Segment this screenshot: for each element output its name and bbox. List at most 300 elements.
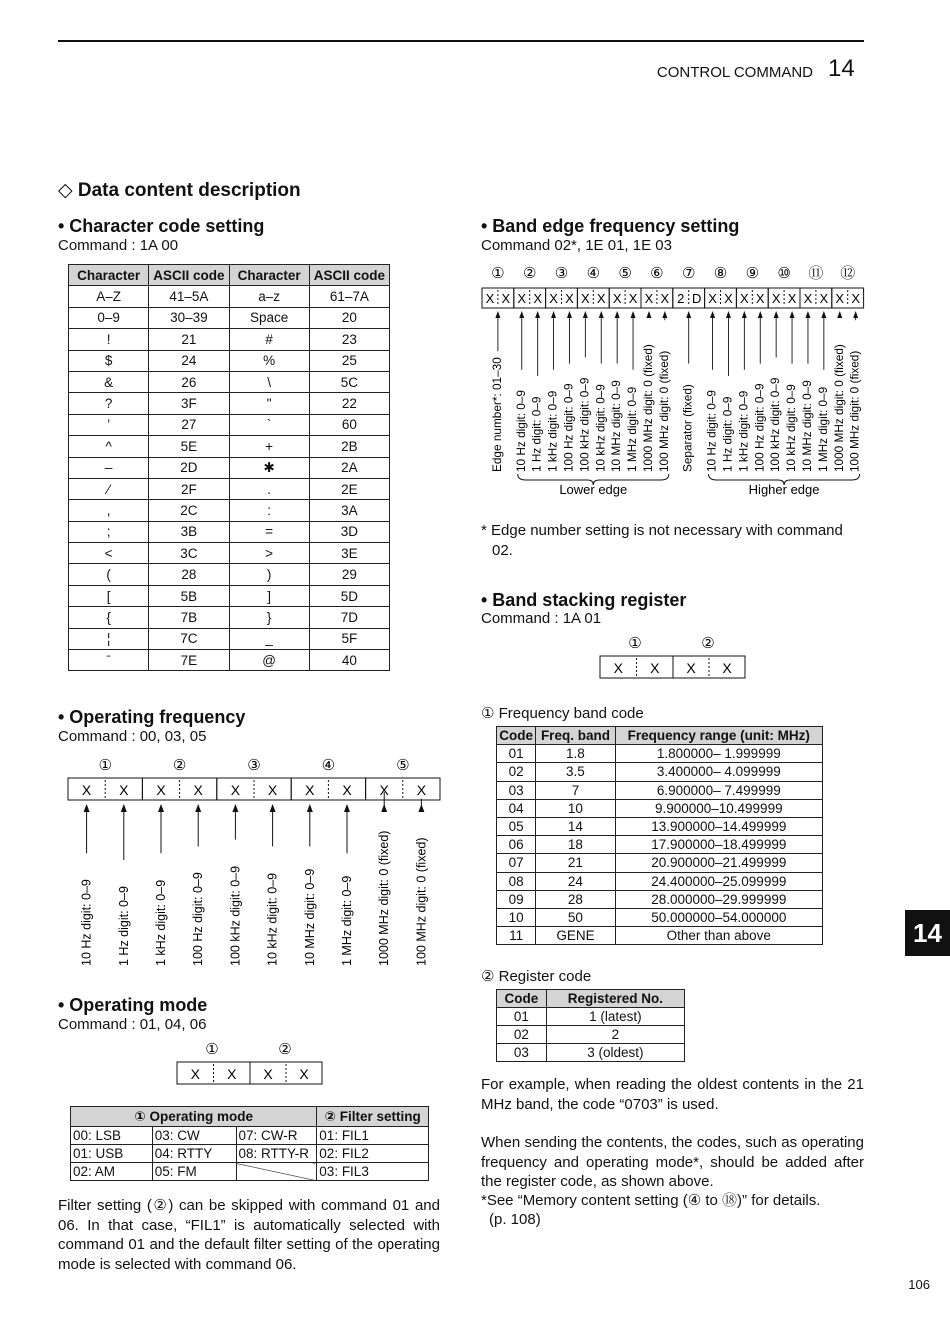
table-row xyxy=(497,854,823,872)
digit-marker: ⑨ xyxy=(745,265,760,282)
arrow-head xyxy=(121,804,127,812)
op-freq-command: Command : 00, 03, 05 xyxy=(58,728,207,745)
op-mode-note: Filter setting (②) can be skipped with command 01 and 06. In that case, “FIL1” is automatically selected with command 01 and the default filter setting of the operating mode is selected with command 06. xyxy=(58,1197,440,1273)
freq-band-table xyxy=(496,726,823,945)
table-row xyxy=(71,1163,429,1181)
cell-digit: X xyxy=(803,291,813,306)
section-title: ◇ Data content description xyxy=(58,180,301,201)
table-cell: 5D xyxy=(309,585,389,606)
table-row xyxy=(69,457,390,478)
table-cell: 3B xyxy=(149,521,229,542)
cell-digit: X xyxy=(549,291,558,306)
table-cell: 09 xyxy=(497,890,536,908)
table-cell: { xyxy=(69,607,149,628)
digit-label: 1 Hz digit: 0–9 xyxy=(720,396,735,472)
table-cell: 23 xyxy=(309,329,389,350)
table-row xyxy=(497,836,823,854)
arrow-head xyxy=(710,311,715,318)
table-cell: 24.400000–25.099999 xyxy=(615,872,822,890)
digit-label: 100 kHz digit: 0–9 xyxy=(768,377,783,472)
cell-digit: X xyxy=(565,291,574,306)
digit-marker: ① xyxy=(491,265,505,282)
table-cell: 5B xyxy=(149,585,229,606)
digit-label: 100 MHz digit: 0 (fixed) xyxy=(847,350,862,472)
table-cell: 3A xyxy=(309,500,389,521)
table-cell: 1 (latest) xyxy=(546,1008,684,1026)
table-row xyxy=(497,1008,685,1026)
table-row xyxy=(497,908,823,926)
digit-marker: ① xyxy=(205,1041,219,1058)
table-cell: 60 xyxy=(309,414,389,435)
brace-label: Lower edge xyxy=(559,482,628,497)
table-cell: 3 (oldest) xyxy=(546,1044,684,1062)
header-chapter-number: 14 xyxy=(828,55,855,82)
table-cell: 5F xyxy=(309,628,389,649)
table-cell: A–Z xyxy=(69,286,149,307)
cell-digit: X xyxy=(190,1066,200,1082)
table-cell: 08 xyxy=(497,872,536,890)
table-cell: : xyxy=(229,500,309,521)
reg-table-header: Registered No. xyxy=(546,990,684,1008)
table-row xyxy=(69,478,390,499)
table-row xyxy=(497,1026,685,1044)
page-number: 106 xyxy=(908,1277,930,1292)
table-cell: ✱ xyxy=(229,457,309,478)
digit-label: 1000 MHz digit: 0 (fixed) xyxy=(831,344,846,472)
char-code-command: Command : 1A 00 xyxy=(58,237,179,254)
digit-label: 100 Hz digit: 0–9 xyxy=(752,383,767,472)
table-row xyxy=(69,543,390,564)
table-cell: % xyxy=(229,350,309,371)
brace-label: Higher edge xyxy=(748,482,820,497)
arrow-head xyxy=(495,311,500,318)
freq-table-header: Code xyxy=(497,727,536,745)
digit-marker: ③ xyxy=(247,757,261,774)
table-cell: 3C xyxy=(149,543,229,564)
table-cell: 1.800000– 1.999999 xyxy=(615,745,822,763)
table-cell: $ xyxy=(69,350,149,371)
char-code-title: • Character code setting xyxy=(58,216,265,236)
cell-digit: X xyxy=(686,660,696,676)
table-cell: ` xyxy=(229,414,309,435)
digit-label: 10 Hz digit: 0–9 xyxy=(704,390,719,472)
table-cell: 5E xyxy=(149,436,229,457)
digit-label: 1 Hz digit: 0–9 xyxy=(529,396,544,472)
arrow-head xyxy=(631,311,636,318)
table-cell: 2A xyxy=(309,457,389,478)
table-cell: 3.400000– 4.099999 xyxy=(615,763,822,781)
char-table-header: Character xyxy=(69,265,149,286)
digit-label: 10 kHz digit: 0–9 xyxy=(593,384,608,472)
table-cell: & xyxy=(69,371,149,392)
digit-label: Separator (fixed) xyxy=(680,384,695,472)
cell-digit: X xyxy=(628,291,638,306)
band-stack-see-page: (p. 108) xyxy=(489,1211,541,1228)
table-cell: Space xyxy=(229,307,309,328)
table-row xyxy=(69,350,390,371)
table-cell: 08: RTTY-R xyxy=(236,1145,317,1163)
table-row xyxy=(497,1044,685,1062)
op-mode-command: Command : 01, 04, 06 xyxy=(58,1016,207,1033)
digit-marker: ② xyxy=(701,635,715,652)
arrow-head xyxy=(270,804,276,812)
arrow-head xyxy=(805,311,810,318)
cell-digit: X xyxy=(533,291,542,306)
digit-label: 10 kHz digit: 0–9 xyxy=(784,384,799,472)
digit-marker: ① xyxy=(98,757,112,774)
digit-marker: ① xyxy=(628,635,642,652)
table-cell: 04: RTTY xyxy=(152,1145,236,1163)
arrow-head xyxy=(158,804,164,812)
arrow-head xyxy=(837,311,842,318)
op-mode-title: • Operating mode xyxy=(58,995,208,1015)
band-stack-example: For example, when reading the oldest contents in the 21 MHz band, the code “0703” is used. xyxy=(481,1076,864,1113)
freq-band-code-label: ① Frequency band code xyxy=(481,705,644,722)
table-cell: ? xyxy=(69,393,149,414)
cell-digit: X xyxy=(581,291,590,306)
table-cell: 21 xyxy=(149,329,229,350)
cell-digit: X xyxy=(644,291,654,306)
cell-digit: X xyxy=(230,782,241,798)
op-mode-header: ① Operating mode xyxy=(71,1107,317,1127)
arrow-head xyxy=(774,311,779,318)
table-cell: 05: FM xyxy=(152,1163,236,1181)
table-cell: 9.900000–10.499999 xyxy=(615,799,822,817)
table-cell: 1.8 xyxy=(536,745,615,763)
table-cell: ; xyxy=(69,521,149,542)
cell-digit: X xyxy=(119,782,129,798)
table-cell: 20 xyxy=(309,307,389,328)
arrow-head xyxy=(307,804,313,812)
digit-label: 100 Hz digit: 0–9 xyxy=(191,872,206,966)
cell-digit: X xyxy=(299,1066,309,1082)
digit-marker: ⑧ xyxy=(713,265,728,282)
table-cell: 3D xyxy=(309,521,389,542)
table-cell: 28 xyxy=(536,890,615,908)
table-cell: 28.000000–29.999999 xyxy=(615,890,822,908)
digit-label: 10 kHz digit: 0–9 xyxy=(265,872,280,966)
digit-label: 1000 MHz digit: 0 (fixed) xyxy=(377,830,392,966)
table-cell: 61–7A xyxy=(309,286,389,307)
arrow-head xyxy=(615,311,620,318)
digit-label: 100 MHz digit: 0 (fixed) xyxy=(656,350,671,472)
table-cell: 50 xyxy=(536,908,615,926)
table-cell: 13.900000–14.499999 xyxy=(615,817,822,835)
cell-digit: X xyxy=(819,291,829,306)
table-row xyxy=(497,763,823,781)
table-row xyxy=(69,307,390,328)
char-table-header: ASCII code xyxy=(149,265,229,286)
band-stack-command: Command : 1A 01 xyxy=(481,610,602,627)
table-cell: 50.000000–54.000000 xyxy=(615,908,822,926)
digit-label: 10 Hz digit: 0–9 xyxy=(79,879,94,966)
digit-marker: ⑥ xyxy=(650,265,664,282)
band-edge-command: Command 02*, 1E 01, 1E 03 xyxy=(481,237,672,254)
op-mode-table xyxy=(70,1106,429,1181)
digit-marker: ⑤ xyxy=(396,757,410,774)
table-cell: ¦ xyxy=(69,628,149,649)
cell-digit: X xyxy=(416,782,427,798)
digit-label: 1 MHz digit: 0–9 xyxy=(340,875,354,966)
table-row xyxy=(69,329,390,350)
cell-digit: X xyxy=(724,291,733,306)
band-edge-note: * Edge number setting is not necessary with command 02. xyxy=(481,522,843,559)
arrow-head xyxy=(535,311,540,318)
table-cell: 02: FIL2 xyxy=(317,1145,429,1163)
table-cell: 0–9 xyxy=(69,307,149,328)
freq-table-header: Freq. band xyxy=(536,727,615,745)
table-cell: 00: LSB xyxy=(71,1127,153,1145)
digit-label: 100 kHz digit: 0–9 xyxy=(577,377,592,472)
table-row xyxy=(497,817,823,835)
table-row xyxy=(69,564,390,585)
table-cell: 21 xyxy=(536,854,615,872)
table-cell: 10 xyxy=(536,799,615,817)
cell-digit: X xyxy=(660,291,670,306)
table-cell: 10 xyxy=(497,908,536,926)
band-edge-diagram xyxy=(478,260,870,510)
table-row xyxy=(69,286,390,307)
digit-label: 1 Hz digit: 0–9 xyxy=(116,886,131,966)
table-cell: 14 xyxy=(536,817,615,835)
char-table-header: ASCII code xyxy=(309,265,389,286)
table-cell: _ xyxy=(229,628,309,649)
arrow-head xyxy=(821,311,826,318)
cell-digit: X xyxy=(379,782,389,798)
header-rule xyxy=(58,40,864,42)
cell-digit: X xyxy=(517,291,527,306)
op-freq-diagram xyxy=(58,752,448,972)
table-row xyxy=(497,927,823,945)
arrow-head xyxy=(583,311,588,318)
digit-marker: ⑦ xyxy=(681,265,696,282)
table-row xyxy=(69,371,390,392)
table-cell: – xyxy=(69,457,149,478)
cell-digit: X xyxy=(263,1066,273,1082)
cell-digit: X xyxy=(267,782,278,798)
table-cell: 02 xyxy=(497,763,536,781)
arrow-head xyxy=(195,804,201,812)
table-cell: 3E xyxy=(309,543,389,564)
table-cell: 7E xyxy=(149,650,229,671)
table-cell: 3.5 xyxy=(536,763,615,781)
digit-label: 100 kHz digit: 0–9 xyxy=(228,865,243,966)
register-table xyxy=(496,989,685,1062)
table-cell: ( xyxy=(69,564,149,585)
arrow-head xyxy=(519,311,524,318)
digit-marker: ⑤ xyxy=(618,265,632,282)
table-cell: 07: CW-R xyxy=(236,1127,317,1145)
table-cell: } xyxy=(229,607,309,628)
table-cell: ) xyxy=(229,564,309,585)
digit-marker: ③ xyxy=(554,265,569,282)
table-cell: . xyxy=(229,478,309,499)
cell-digit: X xyxy=(156,782,166,798)
arrow-head xyxy=(232,804,238,812)
digit-marker: ④ xyxy=(321,757,336,774)
digit-label: 10 MHz digit: 0–9 xyxy=(302,868,317,966)
table-cell: 01: FIL1 xyxy=(317,1127,429,1145)
cell-digit: X xyxy=(81,782,92,798)
arrow-head xyxy=(726,311,731,318)
digit-label: 100 MHz digit: 0 (fixed) xyxy=(414,837,429,966)
arrow-head xyxy=(646,311,651,318)
table-cell: > xyxy=(229,543,309,564)
table-cell: < xyxy=(69,543,149,564)
table-row xyxy=(69,500,390,521)
table-cell: 03: FIL3 xyxy=(317,1163,429,1181)
arrow-head xyxy=(567,311,572,318)
table-cell: 02 xyxy=(497,1026,547,1044)
table-row xyxy=(69,521,390,542)
arrow-head xyxy=(551,311,556,318)
table-cell: 2E xyxy=(309,478,389,499)
table-cell: Other than above xyxy=(615,927,822,945)
table-row xyxy=(497,890,823,908)
arrow-head xyxy=(758,311,763,318)
cell-digit: X xyxy=(851,291,860,306)
cell-digit: X xyxy=(596,291,606,306)
table-cell: 26 xyxy=(149,371,229,392)
table-cell: 18 xyxy=(536,836,615,854)
chapter-tab: 14 xyxy=(905,910,950,956)
table-cell: 02: AM xyxy=(71,1163,153,1181)
table-cell: 27 xyxy=(149,414,229,435)
arrow-head xyxy=(790,311,795,318)
op-mode-diagram xyxy=(170,1038,330,1088)
band-stack-see: *See “Memory content setting (④ to ⑱)” for details. xyxy=(481,1192,821,1209)
table-cell: 28 xyxy=(149,564,229,585)
table-row xyxy=(497,872,823,890)
table-cell: 2F xyxy=(149,478,229,499)
table-cell: 3F xyxy=(149,393,229,414)
digit-marker: ② xyxy=(278,1041,292,1058)
header-title: CONTROL COMMAND xyxy=(656,64,813,81)
table-row xyxy=(69,607,390,628)
digit-label: Edge number*: 01–30 xyxy=(489,357,504,472)
table-cell: 03 xyxy=(497,781,536,799)
cell-digit: X xyxy=(722,660,732,676)
table-cell: 03: CW xyxy=(152,1127,236,1145)
arrow-head xyxy=(686,311,691,318)
table-cell: @ xyxy=(229,650,309,671)
table-cell: 7 xyxy=(536,781,615,799)
cell-digit: X xyxy=(485,291,495,306)
table-row xyxy=(497,745,823,763)
arrow-head xyxy=(662,311,667,318)
table-cell: ! xyxy=(69,329,149,350)
digit-marker: ④ xyxy=(586,265,601,282)
table-cell: GENE xyxy=(536,927,615,945)
table-cell: 7C xyxy=(149,628,229,649)
table-cell: 03 xyxy=(497,1044,547,1062)
table-cell: 05 xyxy=(497,817,536,835)
table-cell: 7B xyxy=(149,607,229,628)
table-row xyxy=(69,414,390,435)
cell-digit: D xyxy=(691,291,702,306)
digit-marker: ② xyxy=(172,757,187,774)
table-cell: # xyxy=(229,329,309,350)
empty-cell xyxy=(236,1163,317,1181)
arrow-head xyxy=(853,311,858,318)
cell-digit: X xyxy=(227,1066,237,1082)
table-row xyxy=(497,799,823,817)
digit-label: 10 MHz digit: 0–9 xyxy=(609,380,624,472)
table-cell: 01: USB xyxy=(71,1145,153,1163)
table-cell: 25 xyxy=(309,350,389,371)
char-code-table xyxy=(68,264,390,671)
cell-digit: X xyxy=(305,782,315,798)
table-cell: [ xyxy=(69,585,149,606)
table-cell: 01 xyxy=(497,745,536,763)
arrow-head xyxy=(418,804,424,812)
table-cell: 7D xyxy=(309,607,389,628)
digit-label: 1000 MHz digit: 0 (fixed) xyxy=(640,344,655,472)
table-cell: 22 xyxy=(309,393,389,414)
char-table-header: Character xyxy=(229,265,309,286)
cell-digit: 2 xyxy=(677,291,685,306)
table-cell: 24 xyxy=(536,872,615,890)
cell-digit: X xyxy=(650,660,660,676)
table-cell: , xyxy=(69,500,149,521)
digit-marker: ⑪ xyxy=(808,265,824,282)
band-edge-title: • Band edge frequency setting xyxy=(481,216,740,236)
digit-label: 10 MHz digit: 0–9 xyxy=(799,380,814,472)
cell-digit: X xyxy=(771,291,781,306)
reg-table-header: Code xyxy=(497,990,547,1008)
table-cell: 40 xyxy=(309,650,389,671)
arrow-head xyxy=(84,804,90,812)
table-cell: \ xyxy=(229,371,309,392)
table-cell: 2C xyxy=(149,500,229,521)
table-cell: 2D xyxy=(149,457,229,478)
cell-digit: X xyxy=(193,782,203,798)
table-cell: 41–5A xyxy=(149,286,229,307)
table-cell: a–z xyxy=(229,286,309,307)
cell-digit: X xyxy=(501,291,511,306)
cell-digit: X xyxy=(708,291,717,306)
digit-label: 1 kHz digit: 0–9 xyxy=(736,390,751,472)
table-cell: 20.900000–21.499999 xyxy=(615,854,822,872)
cell-digit: X xyxy=(613,660,623,676)
table-cell: 30–39 xyxy=(149,307,229,328)
arrow-head xyxy=(381,804,387,812)
table-cell: = xyxy=(229,521,309,542)
digit-marker: ② xyxy=(522,265,537,282)
table-row xyxy=(71,1127,429,1145)
table-cell: " xyxy=(229,393,309,414)
table-row xyxy=(69,393,390,414)
band-stack-sending: When sending the contents, the codes, such as operating frequency and operating mode*, should be added after the register code, as shown above. xyxy=(481,1134,864,1190)
band-stack-title: • Band stacking register xyxy=(481,590,687,610)
table-cell: 06 xyxy=(497,836,536,854)
table-cell: ˉ xyxy=(69,650,149,671)
digit-label: 1 MHz digit: 0–9 xyxy=(625,386,640,472)
table-cell: 11 xyxy=(497,927,536,945)
table-cell: 04 xyxy=(497,799,536,817)
table-row xyxy=(69,436,390,457)
cell-digit: X xyxy=(835,291,845,306)
table-cell: + xyxy=(229,436,309,457)
op-freq-title: • Operating frequency xyxy=(58,707,246,727)
arrow-head xyxy=(599,311,604,318)
cell-digit: X xyxy=(612,291,622,306)
table-row xyxy=(69,650,390,671)
table-row xyxy=(497,781,823,799)
table-cell: 5C xyxy=(309,371,389,392)
filter-header: ② Filter setting xyxy=(317,1107,429,1127)
freq-table-header: Frequency range (unit: MHz) xyxy=(615,727,822,745)
